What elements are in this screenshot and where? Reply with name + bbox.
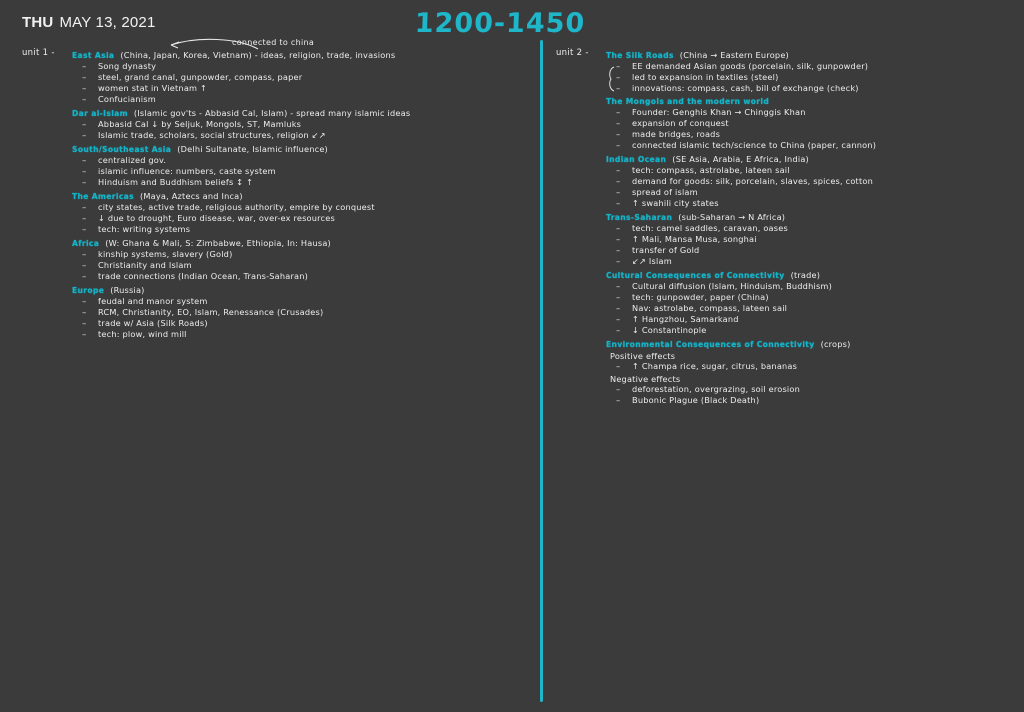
list-item <box>612 199 1018 209</box>
list-item-text: tech: camel saddles, caravan, oases <box>632 223 788 233</box>
sublabel-positive-effects: Positive effects <box>610 351 676 361</box>
bullet-dash-icon: – <box>82 95 87 105</box>
column-divider <box>540 40 543 702</box>
list-item <box>78 120 522 130</box>
section-heading-note: (W: Ghana & Mali, S: Zimbabwe, Ethiopia, In: Hausa) <box>105 238 331 248</box>
bullet-dash-icon: – <box>616 385 621 395</box>
bullet-dash-icon: – <box>616 119 621 129</box>
list-item-text: Hinduism and Buddhism beliefs ↕ ↑ <box>98 177 254 187</box>
list-item-text: deforestation, overgrazing, soil erosion <box>632 384 800 394</box>
bullet-dash-icon: – <box>616 304 621 314</box>
list-item-text: trade connections (Indian Ocean, Trans-Saharan) <box>98 271 309 281</box>
bullet-dash-icon: – <box>616 62 621 72</box>
section-heading-key: The Silk Roads <box>606 51 674 60</box>
section-heading <box>606 212 1018 222</box>
list-item <box>78 156 522 166</box>
bullet-dash-icon: – <box>82 214 87 224</box>
list-item <box>612 224 1018 234</box>
bullet-dash-icon: – <box>82 225 87 235</box>
list-item <box>612 246 1018 256</box>
section-heading <box>72 144 522 154</box>
section-cultural-consequences <box>606 270 1018 336</box>
list-item <box>78 308 522 318</box>
bullet-dash-icon: – <box>82 203 87 213</box>
bullet-dash-icon: – <box>616 108 621 118</box>
sublabel-negative-effects: Negative effects <box>610 374 681 384</box>
section-the-americas <box>72 191 522 235</box>
list-item <box>612 385 1018 395</box>
list-item <box>78 73 522 83</box>
bullet-dash-icon: – <box>82 250 87 260</box>
section-heading-note: (Maya, Aztecs and Inca) <box>140 191 243 201</box>
date-text: MAY 13, 2021 <box>59 14 156 31</box>
list-item-text: centralized gov. <box>98 155 167 165</box>
section-heading-key: The Americas <box>72 192 135 201</box>
bullet-dash-icon: – <box>616 130 621 140</box>
list-item-text: Song dynasty <box>98 61 157 71</box>
bullet-dash-icon: – <box>616 362 621 372</box>
section-heading-note: (crops) <box>820 339 851 349</box>
annotation-connected-to-china: connected to china <box>232 38 315 47</box>
list-item <box>612 73 1018 83</box>
bullet-dash-icon: – <box>616 73 621 83</box>
bullet-dash-icon: – <box>616 246 621 256</box>
section-heading <box>606 154 1018 164</box>
bullet-dash-icon: – <box>82 167 87 177</box>
list-item <box>78 203 522 213</box>
list-item <box>78 261 522 271</box>
bullet-dash-icon: – <box>82 131 87 141</box>
section-heading-key: Cultural Consequences of Connectivity <box>606 271 785 280</box>
section-heading-key: Africa <box>72 239 100 248</box>
list-item <box>78 330 522 340</box>
unit-label: unit 1 - <box>22 48 55 58</box>
list-item-text: ↓ due to drought, Euro disease, war, over-ex resources <box>98 213 335 223</box>
list-item <box>612 362 1018 372</box>
list-item-text: Confucianism <box>98 94 156 104</box>
section-heading <box>72 191 522 201</box>
bullet-dash-icon: – <box>616 257 621 267</box>
bullet-dash-icon: – <box>82 330 87 340</box>
list-item-text: kinship systems, slavery (Gold) <box>98 249 233 259</box>
list-item <box>612 396 1018 406</box>
list-item <box>612 84 1018 94</box>
list-item <box>78 131 522 141</box>
list-item <box>78 225 522 235</box>
section-africa <box>72 238 522 282</box>
list-item <box>612 108 1018 118</box>
list-item <box>78 84 522 94</box>
column-left <box>22 47 522 341</box>
section-heading-note: (China → Eastern Europe) <box>679 50 789 60</box>
unit-label: unit 2 - <box>556 48 589 58</box>
list-item <box>612 141 1018 151</box>
bullet-dash-icon: – <box>82 178 87 188</box>
bullet-dash-icon: – <box>616 188 621 198</box>
list-item-text: tech: gunpowder, paper (China) <box>632 292 769 302</box>
section-heading-key: East Asia <box>72 51 115 60</box>
section-heading-note: (SE Asia, Arabia, E Africa, India) <box>672 154 809 164</box>
section-heading-key: Indian Ocean <box>606 155 667 164</box>
list-item-text: Nav: astrolabe, compass, lateen sail <box>632 303 788 313</box>
bullet-dash-icon: – <box>616 177 621 187</box>
bullet-dash-icon: – <box>82 62 87 72</box>
section-heading <box>606 270 1018 280</box>
list-item <box>612 62 1018 72</box>
section-heading <box>72 50 522 60</box>
bullet-dash-icon: – <box>82 272 87 282</box>
bullet-dash-icon: – <box>82 261 87 271</box>
list-item <box>78 319 522 329</box>
section-environmental-consequences <box>606 339 1018 406</box>
list-item <box>612 326 1018 336</box>
day-of-week: THU <box>22 14 54 31</box>
list-item-text: tech: compass, astrolabe, lateen sail <box>632 165 790 175</box>
list-item-text: transfer of Gold <box>632 245 700 255</box>
list-item <box>78 167 522 177</box>
list-item <box>78 297 522 307</box>
list-item-text: RCM, Christianity, EO, Islam, Renessance (Crusades) <box>98 307 324 317</box>
list-item <box>612 235 1018 245</box>
bullet-dash-icon: – <box>616 396 621 406</box>
section-heading-key: Trans-Saharan <box>606 213 673 222</box>
list-item <box>612 119 1018 129</box>
list-item-text: ↙↗ Islam <box>632 256 672 266</box>
list-item-text: tech: plow, wind mill <box>98 329 187 339</box>
list-item <box>612 130 1018 140</box>
list-item-text: demand for goods: silk, porcelain, slaves, spices, cotton <box>632 176 873 186</box>
unit-body <box>606 47 1018 407</box>
section-heading <box>72 108 522 118</box>
section-heading <box>606 339 1018 349</box>
list-item-text: feudal and manor system <box>98 296 208 306</box>
bullet-dash-icon: – <box>82 120 87 130</box>
list-item-text: spread of islam <box>632 187 698 197</box>
list-item-text: ↑ swahili city states <box>632 198 719 208</box>
list-item-text: Bubonic Plague (Black Death) <box>632 395 760 405</box>
section-heading-key: Environmental Consequences of Connectivity <box>606 340 815 349</box>
section-dar-al-islam <box>72 108 522 141</box>
list-item-text: ↓ Constantinople <box>632 325 707 335</box>
list-item <box>78 272 522 282</box>
section-heading-key: Europe <box>72 286 105 295</box>
column-right <box>556 47 1018 407</box>
bullet-dash-icon: – <box>616 224 621 234</box>
list-item <box>78 95 522 105</box>
section-heading-note: (sub-Saharan → N Africa) <box>678 212 786 222</box>
list-item-text: innovations: compass, cash, bill of exchange (check) <box>632 83 859 93</box>
unit-block <box>22 47 522 341</box>
list-item-text: led to expansion in textiles (steel) <box>632 72 779 82</box>
section-indian-ocean <box>606 154 1018 209</box>
section-heading <box>72 238 522 248</box>
bullet-dash-icon: – <box>82 73 87 83</box>
list-item-text: Christianity and Islam <box>98 260 192 270</box>
list-item <box>612 282 1018 292</box>
section-mongols <box>606 97 1018 151</box>
section-europe <box>72 285 522 340</box>
bullet-dash-icon: – <box>616 199 621 209</box>
list-item <box>612 293 1018 303</box>
section-silk-roads <box>606 50 1018 94</box>
section-south-southeast-asia <box>72 144 522 188</box>
list-item-text: expansion of conquest <box>632 118 729 128</box>
bullet-dash-icon: – <box>616 326 621 336</box>
list-item-text: connected islamic tech/science to China (paper, cannon) <box>632 140 877 150</box>
list-item-text: steel, grand canal, gunpowder, compass, paper <box>98 72 303 82</box>
section-heading-note: (Delhi Sultanate, Islamic influence) <box>177 144 328 154</box>
section-heading <box>72 285 522 295</box>
section-heading-note: (trade) <box>790 270 821 280</box>
list-item-text: Founder: Genghis Khan → Chinggis Khan <box>632 107 806 117</box>
list-item-text: made bridges, roads <box>632 129 721 139</box>
bullet-dash-icon: – <box>616 166 621 176</box>
bullet-dash-icon: – <box>616 84 621 94</box>
list-item <box>78 214 522 224</box>
list-item-text: Cultural diffusion (Islam, Hinduism, Buddhism) <box>632 281 832 291</box>
list-item <box>612 315 1018 325</box>
list-item-text: Islamic trade, scholars, social structures, religion ↙↗ <box>98 130 326 140</box>
section-trans-saharan <box>606 212 1018 267</box>
section-east-asia <box>72 50 522 105</box>
section-heading-key: The Mongols and the modern world <box>606 97 770 106</box>
list-item <box>612 177 1018 187</box>
unit-block <box>556 47 1018 407</box>
bullet-dash-icon: – <box>616 315 621 325</box>
list-item <box>612 166 1018 176</box>
bullet-dash-icon: – <box>82 297 87 307</box>
list-item-text: islamic influence: numbers, caste system <box>98 166 276 176</box>
bullet-dash-icon: – <box>82 308 87 318</box>
list-item-text: trade w/ Asia (Silk Roads) <box>98 318 208 328</box>
list-item <box>78 250 522 260</box>
bullet-dash-icon: – <box>616 235 621 245</box>
list-item-text: women stat in Vietnam ↑ <box>98 83 208 93</box>
section-heading-note: (China, Japan, Korea, Vietnam) - ideas, religion, trade, invasions <box>120 50 396 60</box>
list-item-text: tech: writing systems <box>98 224 191 234</box>
section-heading <box>606 97 1018 106</box>
list-item-text: EE demanded Asian goods (porcelain, silk, gunpowder) <box>632 61 869 71</box>
list-item <box>612 257 1018 267</box>
section-heading <box>606 50 1018 60</box>
list-item <box>612 188 1018 198</box>
bullet-dash-icon: – <box>616 282 621 292</box>
bullet-dash-icon: – <box>82 84 87 94</box>
section-heading-note: (Islamic gov'ts - Abbasid Cal, Islam) - spread many islamic ideas <box>133 108 411 118</box>
bullet-dash-icon: – <box>82 156 87 166</box>
list-item-text: ↑ Champa rice, sugar, citrus, bananas <box>632 361 798 371</box>
list-item <box>78 178 522 188</box>
list-item <box>78 62 522 72</box>
section-heading-note: (Russia) <box>110 285 145 295</box>
list-item-text: ↑ Hangzhou, Samarkand <box>632 314 739 324</box>
unit-body <box>72 47 522 341</box>
list-item-text: Abbasid Cal ↓ by Seljuk, Mongols, ST, Mamluks <box>98 119 302 129</box>
bullet-dash-icon: – <box>82 319 87 329</box>
section-heading-key: Dar al-Islam <box>72 109 128 118</box>
list-item-text: ↑ Mali, Mansa Musa, songhai <box>632 234 757 244</box>
list-item-text: city states, active trade, religious authority, empire by conquest <box>98 202 375 212</box>
bullet-dash-icon: – <box>616 141 621 151</box>
section-heading-key: South/Southeast Asia <box>72 145 172 154</box>
bullet-dash-icon: – <box>616 293 621 303</box>
list-item <box>612 304 1018 314</box>
page-title: 1200-1450 <box>414 8 586 39</box>
